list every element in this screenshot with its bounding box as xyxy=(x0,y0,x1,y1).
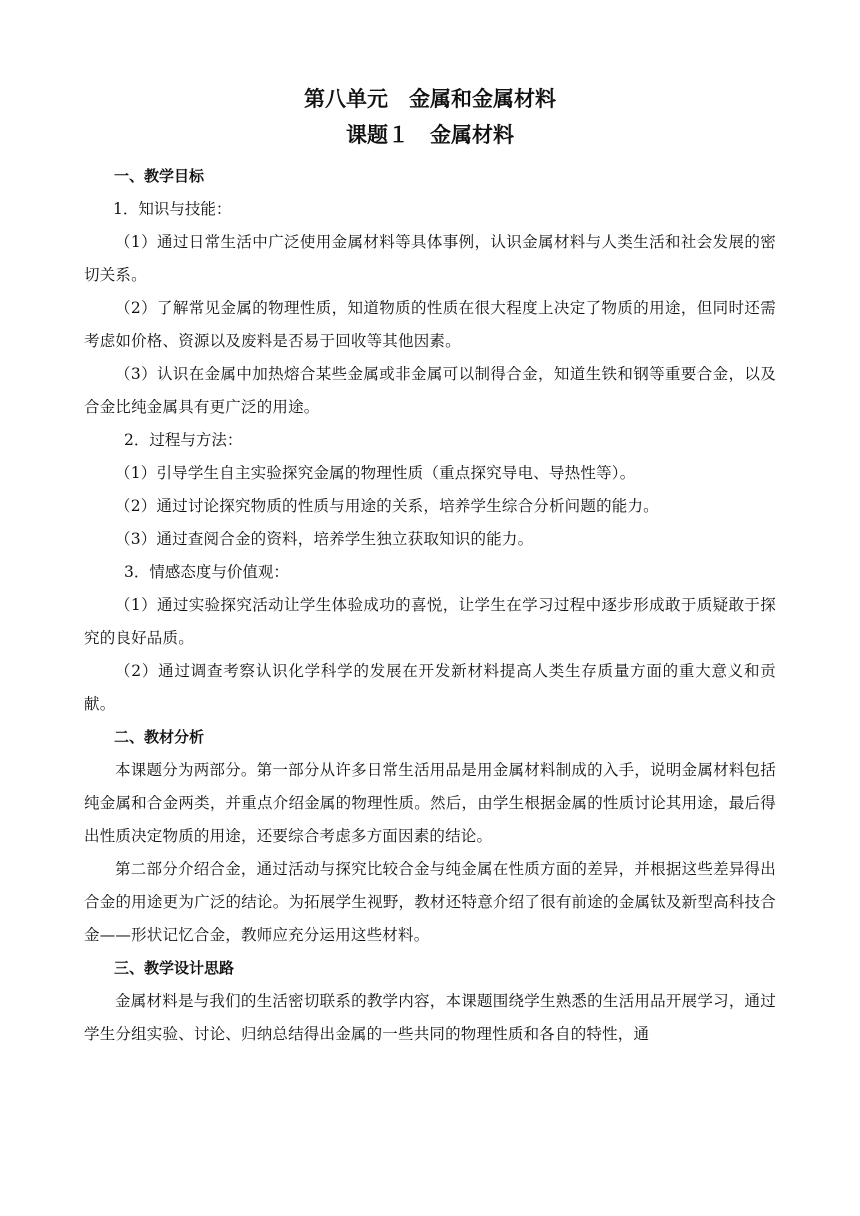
paragraph: （2）了解常见金属的物理性质，知道物质的性质在很大程度上决定了物质的用途，但同时还需考虑如价格、资源以及废料是否易于回收等其他因素。 xyxy=(84,299,776,350)
subheading-process-methods: 2．过程与方法： xyxy=(124,431,243,449)
paragraph: （1）通过实验探究活动让学生体验成功的喜悦，让学生在学习过程中逐步形成敢于质疑敢于探究的良好品质。 xyxy=(84,596,776,647)
paragraph: 第二部分介绍合金，通过活动与探究比较合金与纯金属在性质方面的差异，并根据这些差异得出合金的用途更为广泛的结论。为拓展学生视野，教材还特意介绍了很有前途的金属钛及新型高科技合金——形状记忆合金，教师应充分运用这些材料。 xyxy=(84,860,776,944)
document-page xyxy=(84,82,776,1051)
paragraph: （1）引导学生自主实验探究金属的物理性质（重点探究导电、导热性等）。 xyxy=(115,464,636,482)
document-title: 第八单元 金属和金属材料 xyxy=(304,87,556,111)
section-heading-design-approach: 三、教学设计思路 xyxy=(114,959,235,977)
paragraph: （3）认识在金属中加热熔合某些金属或非金属可以制得合金，知道生铁和钢等重要合金，以及合金比纯金属具有更广泛的用途。 xyxy=(84,365,776,416)
paragraph: 金属材料是与我们的生活密切联系的教学内容，本课题围绕学生熟悉的生活用品开展学习，通过学生分组实验、讨论、归纳总结得出金属的一些共同的物理性质和各自的特性，通 xyxy=(84,992,776,1043)
subheading-knowledge-skills: 1．知识与技能： xyxy=(113,200,232,218)
paragraph: 本课题分为两部分。第一部分从许多日常生活用品是用金属材料制成的入手，说明金属材料包括纯金属和合金两类，并重点介绍金属的物理性质。然后，由学生根据金属的性质讨论其用途，最后得出性质决定物质的用途，还要综合考虑多方面因素的结论。 xyxy=(84,761,776,845)
section-heading-material-analysis: 二、教材分析 xyxy=(114,728,205,746)
paragraph: （1）通过日常生活中广泛使用金属材料等具体事例，认识金属材料与人类生活和社会发展的密切关系。 xyxy=(84,233,776,284)
paragraph: （2）通过讨论探究物质的性质与用途的关系，培养学生综合分析问题的能力。 xyxy=(115,497,659,515)
paragraph: （3）通过查阅合金的资料，培养学生独立获取知识的能力。 xyxy=(115,530,534,548)
document-subtitle: 课题１ 金属材料 xyxy=(346,123,514,147)
subheading-emotion-values: 3．情感态度与价值观： xyxy=(124,563,289,581)
paragraph: （2）通过调查考察认识化学科学的发展在开发新材料提高人类生存质量方面的重大意义和贡献。 xyxy=(84,662,776,713)
section-heading-teaching-goals: 一、教学目标 xyxy=(114,167,205,185)
